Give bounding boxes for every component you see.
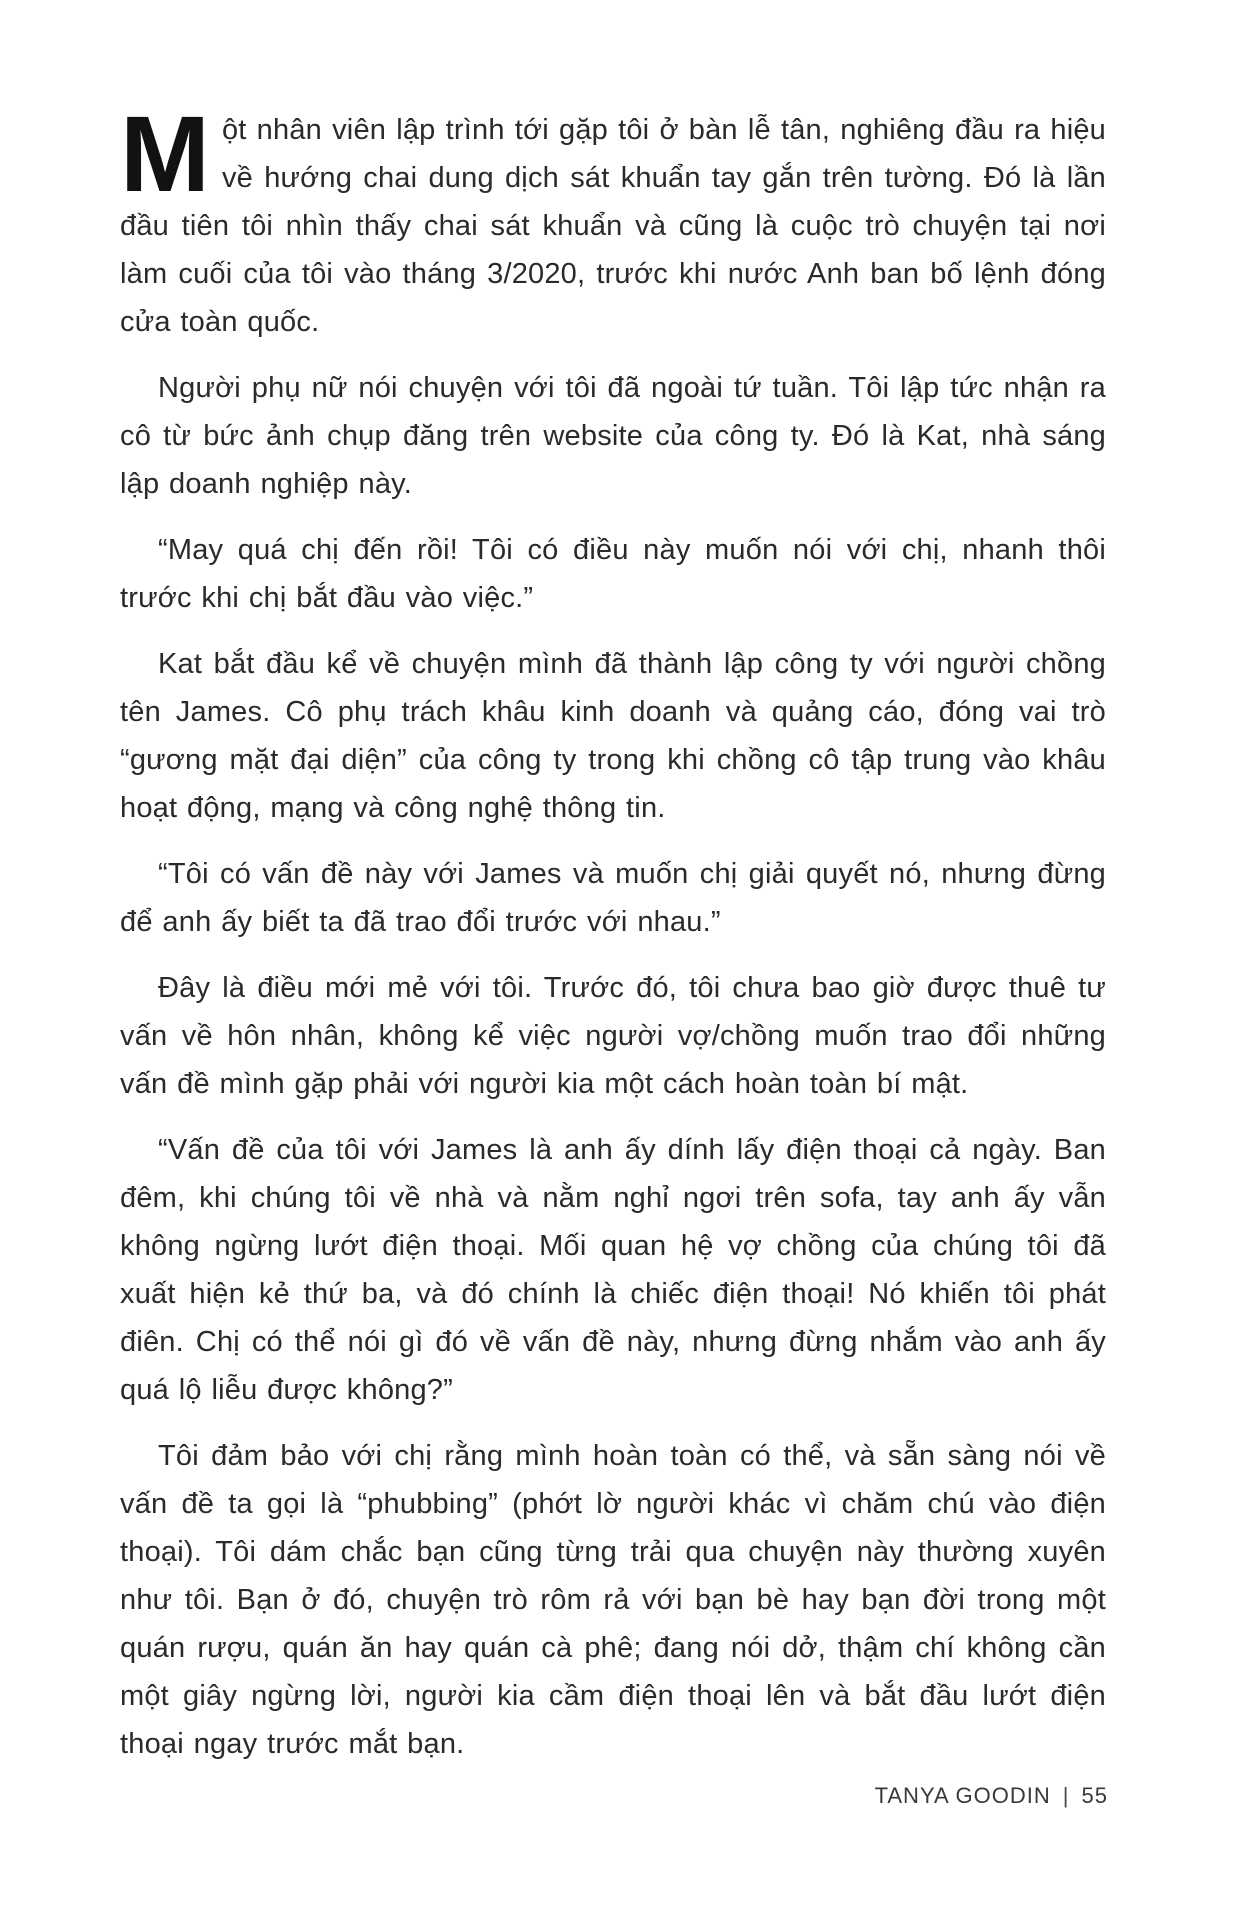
- paragraph: “May quá chị đến rồi! Tôi có điều này muốn nói với chị, nhanh thôi trước khi chị bắt đầu vào việc.”: [120, 534, 1106, 614]
- page-footer: [875, 1783, 1108, 1809]
- footer-page-number: 55: [1081, 1783, 1108, 1808]
- paragraph: Người phụ nữ nói chuyện với tôi đã ngoài tứ tuần. Tôi lập tức nhận ra cô từ bức ảnh chụp đăng trên website của công ty. Đó là Kat, nhà sáng lập doanh nghiệp này.: [120, 372, 1106, 500]
- page-content: [120, 93, 1106, 1786]
- drop-cap: M: [120, 93, 210, 214]
- footer-author: TANYA GOODIN: [874, 1783, 1051, 1808]
- paragraph: Tôi đảm bảo với chị rằng mình hoàn toàn có thể, và sẵn sàng nói về vấn đề ta gọi là “phubbing” (phớt lờ người khác vì chăm chú vào điện thoại). Tôi dám chắc bạn cũng từng trải qua chuyện này thường xuyên như tôi. Bạn ở đó, chuyện trò rôm rả với bạn bè hay bạn đời trong một quán rượu, quán ăn hay quán cà phê; đang nói dở, thậm chí không cần một giây ngừng lời, người kia cầm điện thoại lên và bắt đầu lướt điện thoại ngay trước mắt bạn.: [120, 1440, 1106, 1760]
- paragraph: “Vấn đề của tôi với James là anh ấy dính lấy điện thoại cả ngày. Ban đêm, khi chúng tôi về nhà và nằm nghỉ ngơi trên sofa, tay anh ấy vẫn không ngừng lướt điện thoại. Mối quan hệ vợ chồng của chúng tôi đã xuất hiện kẻ thứ ba, và đó chính là chiếc điện thoại! Nó khiến tôi phát điên. Chị có thể nói gì đó về vấn đề này, nhưng đừng nhắm vào anh ấy quá lộ liễu được không?”: [120, 1134, 1106, 1406]
- paragraph: [120, 93, 1106, 346]
- footer-separator: |: [1062, 1783, 1070, 1808]
- paragraph: Kat bắt đầu kể về chuyện mình đã thành lập công ty với người chồng tên James. Cô phụ trách khâu kinh doanh và quảng cáo, đóng vai trò “gương mặt đại diện” của công ty trong khi chồng cô tập trung vào khâu hoạt động, mạng và công nghệ thông tin.: [120, 648, 1106, 824]
- paragraph: Đây là điều mới mẻ với tôi. Trước đó, tôi chưa bao giờ được thuê tư vấn về hôn nhân, không kể việc người vợ/chồng muốn trao đổi những vấn đề mình gặp phải với người kia một cách hoàn toàn bí mật.: [120, 972, 1106, 1100]
- paragraph: “Tôi có vấn đề này với James và muốn chị giải quyết nó, nhưng đừng để anh ấy biết ta đã trao đổi trước với nhau.”: [120, 858, 1106, 938]
- paragraph-text: ột nhân viên lập trình tới gặp tôi ở bàn lễ tân, nghiêng đầu ra hiệu về hướng chai dung dịch sát khuẩn tay gắn trên tường. Đó là lần đầu tiên tôi nhìn thấy chai sát khuẩn và cũng là cuộc trò chuyện tại nơi làm cuối của tôi vào tháng 3/2020, trước khi nước Anh ban bố lệnh đóng cửa toàn quốc.: [120, 114, 1106, 338]
